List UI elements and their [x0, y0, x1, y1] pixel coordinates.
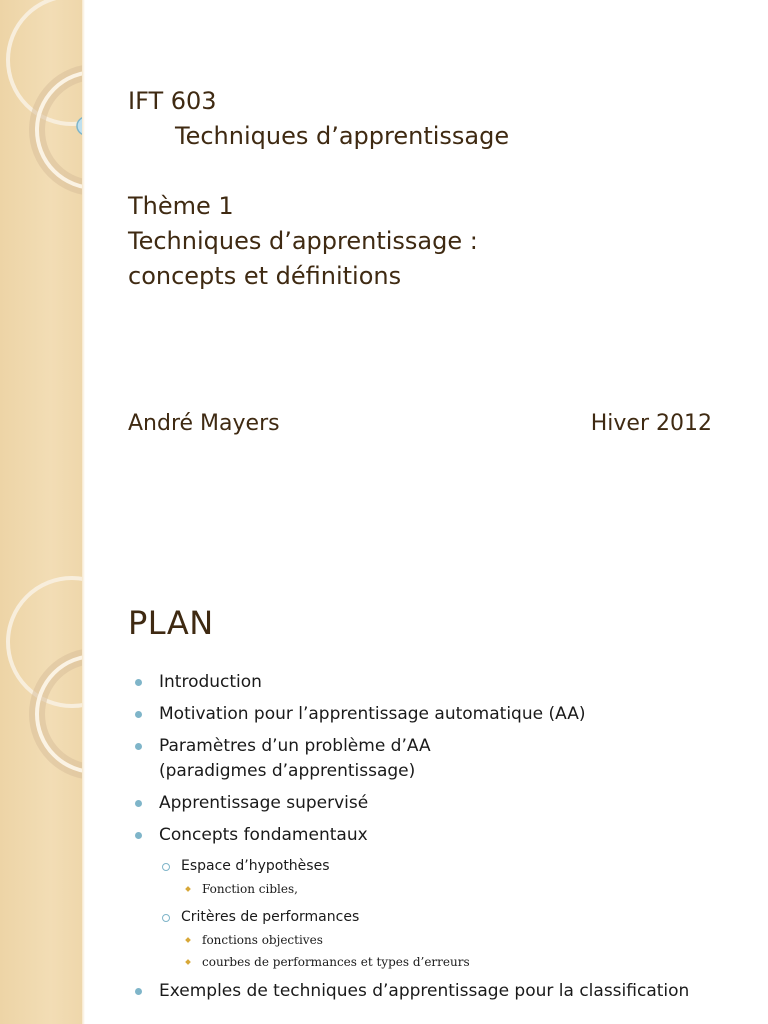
theme-label: Thème 1 [128, 192, 234, 220]
list-item-label: Exemples de techniques d’apprentissage pour la classification [159, 981, 690, 1001]
sub-list-item [128, 906, 748, 928]
decorative-side-band [0, 0, 85, 512]
sub-sub-list-item [128, 878, 748, 900]
course-name: Techniques d’apprentissage [175, 122, 510, 150]
list-item [128, 734, 748, 784]
theme-title-line-2: concepts et définitions [128, 262, 402, 290]
list-item [128, 979, 748, 1004]
decorative-rings-icon [0, 512, 85, 1024]
sub-list-item-label: Critères de performances [181, 909, 360, 925]
course-code: IFT 603 [128, 87, 217, 115]
decorative-side-band [0, 512, 85, 1024]
term-date: Hiver 2012 [590, 411, 712, 436]
spacer [128, 154, 509, 189]
list-item [128, 823, 748, 848]
list-item-label: Introduction [159, 672, 262, 692]
list-item-label: Paramètres d’un problème d’AA [159, 736, 431, 756]
list-item [128, 702, 748, 727]
theme-title-line-1: Techniques d’apprentissage : [128, 227, 478, 255]
list-item [128, 670, 748, 695]
list-item [128, 791, 748, 816]
title-block [128, 84, 509, 294]
list-item-label: Motivation pour l’apprentissage automatique (AA) [159, 704, 586, 724]
decorative-rings-icon [0, 0, 85, 512]
sub-list-item-label: Espace d’hypothèses [181, 858, 330, 874]
sub-sub-list-item-label: courbes de performances et types d’erreurs [202, 955, 470, 969]
sub-sub-list-item-label: fonctions objectives [202, 933, 323, 947]
list-item-label: Apprentissage supervisé [159, 793, 369, 813]
plan-title: PLAN [128, 604, 214, 642]
list-item-label: Concepts fondamentaux [159, 825, 368, 845]
sub-sub-list-item-label: Fonction cibles, [202, 882, 298, 896]
sub-sub-list-item [128, 929, 748, 951]
list-item-label-continued: (paradigmes d’apprentissage) [159, 761, 416, 781]
sub-sub-list-item [128, 951, 748, 973]
sub-list-item [128, 855, 748, 877]
author-name: André Mayers [128, 411, 280, 436]
plan-list [128, 670, 748, 1011]
